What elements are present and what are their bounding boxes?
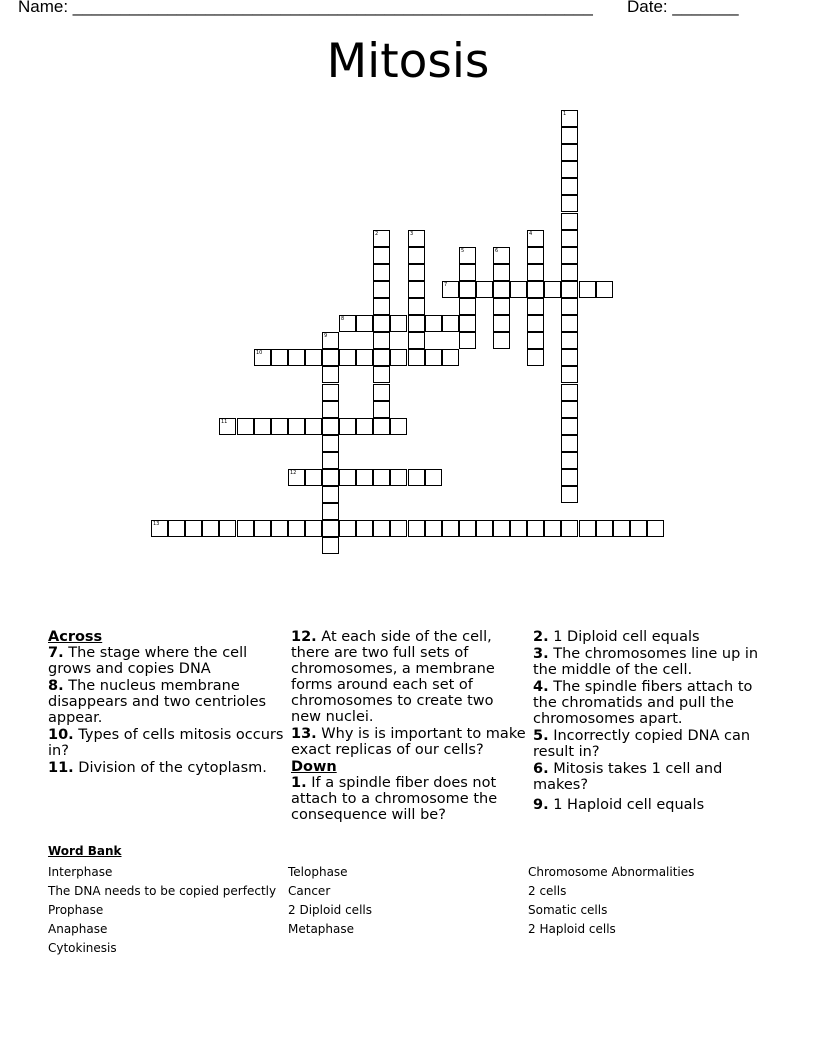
crossword-cell[interactable] <box>493 247 510 264</box>
crossword-cell[interactable] <box>476 520 493 537</box>
crossword-cell[interactable] <box>561 195 578 212</box>
crossword-cell[interactable] <box>425 315 442 332</box>
word-bank-word: The DNA needs to be copied perfectly <box>48 884 277 898</box>
crossword-cell[interactable] <box>459 315 476 332</box>
crossword-cell[interactable] <box>305 418 322 435</box>
across-clue-10: 10. Types of cells mitosis occurs in? <box>48 727 284 759</box>
word-bank-word: Cancer <box>288 884 331 898</box>
down-clue-5: 5. Incorrectly copied DNA can result in? <box>533 728 751 760</box>
crossword-cell[interactable] <box>425 469 442 486</box>
crossword-cell[interactable] <box>579 520 596 537</box>
name-field-line[interactable]: Name: _______________________________________________________ <box>18 0 593 16</box>
crossword-cell[interactable] <box>561 384 578 401</box>
word-bank-word: 2 Haploid cells <box>528 922 616 936</box>
crossword-cell[interactable] <box>390 349 407 366</box>
crossword-cell[interactable] <box>561 486 578 503</box>
crossword-cell[interactable] <box>373 384 390 401</box>
crossword-cell[interactable] <box>288 349 305 366</box>
crossword-cell[interactable] <box>356 520 373 537</box>
crossword-cell[interactable] <box>561 315 578 332</box>
crossword-cell[interactable] <box>373 366 390 383</box>
clue-number: 10 <box>256 350 263 356</box>
down-clue-4: 4. The spindle fibers attach to the chromatids and pull the chromosomes apart. <box>533 679 753 727</box>
across-clue-12: 12. At each side of the cell, there are two full sets of chromosomes, a membrane forms around each set of chromosomes to create two new nuclei. <box>291 629 495 725</box>
crossword-cell[interactable] <box>561 366 578 383</box>
crossword-cell[interactable] <box>527 315 544 332</box>
clue-number: 11 <box>221 419 228 425</box>
word-bank-word: Metaphase <box>288 922 355 936</box>
crossword-cell[interactable] <box>561 520 578 537</box>
crossword-cell[interactable] <box>442 315 459 332</box>
crossword-cell[interactable] <box>288 418 305 435</box>
crossword-cell[interactable] <box>373 401 390 418</box>
crossword-cell[interactable] <box>561 264 578 281</box>
crossword-cell[interactable] <box>322 401 339 418</box>
crossword-cell[interactable] <box>408 332 425 349</box>
crossword-cell[interactable] <box>219 418 236 435</box>
crossword-cell[interactable] <box>356 315 373 332</box>
crossword-cell[interactable] <box>202 520 219 537</box>
crossword-cell[interactable] <box>373 469 390 486</box>
crossword-cell[interactable] <box>322 452 339 469</box>
clue-number: 2 <box>375 231 379 237</box>
crossword-cell[interactable] <box>459 332 476 349</box>
crossword-cell[interactable] <box>493 332 510 349</box>
clue-number: 7 <box>444 282 448 288</box>
crossword-cell[interactable] <box>596 281 613 298</box>
crossword-cell[interactable] <box>561 435 578 452</box>
across-clue-13: 13. Why is is important to make exact replicas of our cells? <box>291 726 526 758</box>
clue-number: 8 <box>341 316 345 322</box>
across-clue-8: 8. The nucleus membrane disappears and two centrioles appear. <box>48 678 267 726</box>
down-clue-9: 9. 1 Haploid cell equals <box>533 797 705 813</box>
crossword-cell[interactable] <box>561 178 578 195</box>
crossword-cell[interactable] <box>561 161 578 178</box>
crossword-cell[interactable] <box>390 315 407 332</box>
crossword-cell[interactable] <box>322 366 339 383</box>
crossword-cell[interactable] <box>561 281 578 298</box>
crossword-cell[interactable] <box>254 520 271 537</box>
crossword-cell[interactable] <box>647 520 664 537</box>
crossword-cell[interactable] <box>596 520 613 537</box>
clues-column-2 <box>291 629 527 824</box>
crossword-cell[interactable] <box>373 520 390 537</box>
crossword-cell[interactable] <box>322 332 339 349</box>
clue-number: 4 <box>529 231 533 237</box>
crossword-cell[interactable] <box>356 349 373 366</box>
crossword-cell[interactable] <box>408 469 425 486</box>
crossword-cell[interactable] <box>442 281 459 298</box>
clue-number: 12 <box>290 470 297 476</box>
crossword-cell[interactable] <box>527 332 544 349</box>
crossword-cell[interactable] <box>527 247 544 264</box>
word-bank-column-3 <box>528 863 694 939</box>
clues-column-1 <box>48 629 284 777</box>
crossword-cell[interactable] <box>527 349 544 366</box>
crossword-cell[interactable] <box>459 264 476 281</box>
crossword-cell[interactable] <box>271 418 288 435</box>
crossword-cell[interactable] <box>561 418 578 435</box>
crossword-cell[interactable] <box>185 520 202 537</box>
clue-number: 9 <box>324 333 328 339</box>
down-heading: Down <box>291 759 337 775</box>
crossword-cell[interactable] <box>561 230 578 247</box>
crossword-cell[interactable] <box>322 469 339 486</box>
crossword-cell[interactable] <box>493 298 510 315</box>
crossword-cell[interactable] <box>561 298 578 315</box>
crossword-cell[interactable] <box>476 281 493 298</box>
crossword-cell[interactable] <box>288 469 305 486</box>
across-heading: Across <box>48 629 103 645</box>
crossword-cell[interactable] <box>561 144 578 161</box>
crossword-cell[interactable] <box>527 264 544 281</box>
crossword-cell[interactable] <box>493 315 510 332</box>
down-clue-6: 6. Mitosis takes 1 cell and makes? <box>533 761 723 793</box>
down-clue-3: 3. The chromosomes line up in the middle of the cell. <box>533 646 759 678</box>
crossword-cell[interactable] <box>373 264 390 281</box>
crossword-cell[interactable] <box>305 349 322 366</box>
across-clue-7: 7. The stage where the cell grows and copies DNA <box>48 645 248 677</box>
crossword-cell[interactable] <box>442 349 459 366</box>
crossword-cell[interactable] <box>510 520 527 537</box>
crossword-cell[interactable] <box>408 298 425 315</box>
crossword-cell[interactable] <box>561 127 578 144</box>
crossword-cell[interactable] <box>322 418 339 435</box>
crossword-cell[interactable] <box>373 315 390 332</box>
crossword-cell[interactable] <box>408 264 425 281</box>
crossword-cell[interactable] <box>408 349 425 366</box>
crossword-cell[interactable] <box>408 520 425 537</box>
crossword-cell[interactable] <box>630 520 647 537</box>
date-field-line[interactable]: Date: _______ <box>627 0 739 16</box>
crossword-cell[interactable] <box>271 520 288 537</box>
crossword-cell[interactable] <box>373 230 390 247</box>
across-clue-11: 11. Division of the cytoplasm. <box>48 760 267 776</box>
crossword-cell[interactable] <box>493 264 510 281</box>
crossword-cell[interactable] <box>254 349 271 366</box>
crossword-cell[interactable] <box>373 247 390 264</box>
crossword-cell[interactable] <box>527 230 544 247</box>
word-bank-word: Telophase <box>288 865 348 879</box>
word-bank-word: Anaphase <box>48 922 108 936</box>
word-bank-word: Interphase <box>48 865 113 879</box>
crossword-cell[interactable] <box>373 298 390 315</box>
crossword-cell[interactable] <box>237 418 254 435</box>
crossword-cell[interactable] <box>322 520 339 537</box>
crossword-cell[interactable] <box>271 349 288 366</box>
down-clue-1: 1. If a spindle fiber does not attach to a chromosome the consequence will be? <box>291 775 498 823</box>
crossword-cell[interactable] <box>493 520 510 537</box>
crossword-cell[interactable] <box>561 349 578 366</box>
crossword-cell[interactable] <box>305 520 322 537</box>
crossword-cell[interactable] <box>408 315 425 332</box>
crossword-cell[interactable] <box>544 520 561 537</box>
crossword-cell[interactable] <box>373 349 390 366</box>
clues-column-3 <box>533 629 769 814</box>
crossword-cell[interactable] <box>322 503 339 520</box>
crossword-cell[interactable] <box>168 520 185 537</box>
crossword-cell[interactable] <box>561 247 578 264</box>
crossword-cell[interactable] <box>493 281 510 298</box>
word-bank-word: Somatic cells <box>528 903 608 917</box>
crossword-cell[interactable] <box>408 281 425 298</box>
clue-number: 5 <box>461 248 465 254</box>
crossword-cell[interactable] <box>322 435 339 452</box>
crossword-cell[interactable] <box>561 332 578 349</box>
crossword-cell[interactable] <box>254 418 271 435</box>
clue-number: 1 <box>563 111 567 117</box>
crossword-cell[interactable] <box>459 281 476 298</box>
crossword-cell[interactable] <box>151 520 168 537</box>
crossword-cell[interactable] <box>527 281 544 298</box>
crossword-cell[interactable] <box>425 520 442 537</box>
crossword-cell[interactable] <box>339 349 356 366</box>
crossword-cell[interactable] <box>579 281 596 298</box>
crossword-cell[interactable] <box>442 520 459 537</box>
crossword-cell[interactable] <box>390 520 407 537</box>
crossword-cell[interactable] <box>459 298 476 315</box>
crossword-cell[interactable] <box>561 110 578 127</box>
crossword-cell[interactable] <box>339 520 356 537</box>
crossword-cell[interactable] <box>373 281 390 298</box>
crossword-cell[interactable] <box>339 418 356 435</box>
crossword-cell[interactable] <box>339 469 356 486</box>
crossword-cell[interactable] <box>390 469 407 486</box>
crossword-cell[interactable] <box>322 349 339 366</box>
word-bank-title: Word Bank <box>48 844 122 858</box>
clue-number: 13 <box>153 521 160 527</box>
crossword-cell[interactable] <box>561 469 578 486</box>
crossword-cell[interactable] <box>288 520 305 537</box>
crossword-cell[interactable] <box>527 298 544 315</box>
crossword-cell[interactable] <box>219 520 236 537</box>
crossword-cell[interactable] <box>322 384 339 401</box>
clue-number: 6 <box>495 248 499 254</box>
crossword-cell[interactable] <box>373 332 390 349</box>
crossword-cell[interactable] <box>561 213 578 230</box>
crossword-cell[interactable] <box>356 469 373 486</box>
word-bank-word: 2 Diploid cells <box>288 903 372 917</box>
crossword-cell[interactable] <box>237 520 254 537</box>
word-bank-word: Chromosome Abnormalities <box>528 865 695 879</box>
clue-number: 3 <box>410 231 414 237</box>
crossword-cell[interactable] <box>356 418 373 435</box>
word-bank-word: Prophase <box>48 903 104 917</box>
crossword-cell[interactable] <box>459 247 476 264</box>
word-bank-word: 2 cells <box>528 884 567 898</box>
crossword-cell[interactable] <box>561 401 578 418</box>
crossword-cell[interactable] <box>459 520 476 537</box>
word-bank-column-1 <box>48 863 276 958</box>
crossword-cell[interactable] <box>527 520 544 537</box>
crossword-cell[interactable] <box>322 486 339 503</box>
crossword-cell[interactable] <box>339 315 356 332</box>
crossword-cell[interactable] <box>544 281 561 298</box>
crossword-cell[interactable] <box>390 418 407 435</box>
crossword-cell[interactable] <box>408 230 425 247</box>
page-title: Mitosis <box>326 34 490 89</box>
crossword-cell[interactable] <box>322 537 339 554</box>
crossword-cell[interactable] <box>510 281 527 298</box>
crossword-cell[interactable] <box>305 469 322 486</box>
crossword-cell[interactable] <box>613 520 630 537</box>
word-bank-column-2 <box>288 863 372 939</box>
crossword-cell[interactable] <box>408 247 425 264</box>
word-bank-word: Cytokinesis <box>48 941 117 955</box>
crossword-cell[interactable] <box>425 349 442 366</box>
crossword-cell[interactable] <box>373 418 390 435</box>
crossword-cell[interactable] <box>561 452 578 469</box>
down-clue-2: 2. 1 Diploid cell equals <box>533 629 700 645</box>
